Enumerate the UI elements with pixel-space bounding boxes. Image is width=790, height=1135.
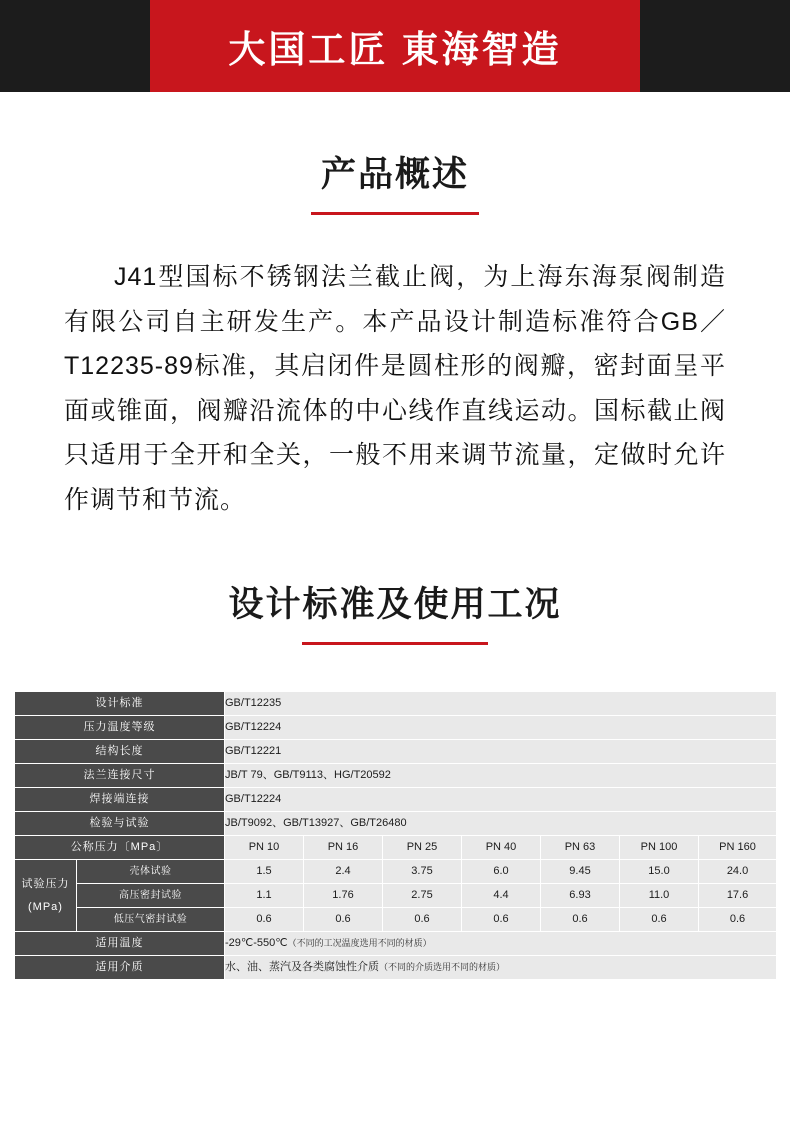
- spec-table: [14, 691, 777, 980]
- row-label-medium: 适用介质: [15, 956, 225, 980]
- row-value-structure-length: GB/T12221: [225, 740, 777, 764]
- overview-heading-rule: [311, 212, 479, 215]
- hp-seal-test-value: 1.76: [304, 884, 383, 908]
- spec-table-wrap: [14, 691, 776, 980]
- table-row-nominal-pressure: [15, 836, 777, 860]
- lp-gas-seal-test-value: 0.6: [225, 908, 304, 932]
- pn-value: PN 160: [699, 836, 777, 860]
- row-value-medium: [225, 956, 777, 980]
- table-row: [15, 716, 777, 740]
- lp-gas-seal-test-value: 0.6: [462, 908, 541, 932]
- overview-body-text: J41型国标不锈钢法兰截止阀，为上海东海泵阀制造有限公司自主研发生产。本产品设计制造标准符合GB／T12235-89标准，其启闭件是圆柱形的阀瓣，密封面呈平面或锥面，阀瓣沿流体的中心线作直线运动。国标截止阀只适用于全开和全关，一般不用来调节流量，定做时允许作调节和节流。: [64, 263, 726, 514]
- overview-heading: 产品概述: [320, 155, 469, 194]
- row-label-nominal-pressure: 公称压力〔MPa〕: [15, 836, 225, 860]
- shell-test-value: 24.0: [699, 860, 777, 884]
- pn-value: PN 16: [304, 836, 383, 860]
- table-row: [15, 692, 777, 716]
- row-label-high-pressure-seal-test: 高压密封试验: [77, 884, 225, 908]
- pn-value: PN 10: [225, 836, 304, 860]
- shell-test-value: 2.4: [304, 860, 383, 884]
- pn-value: PN 40: [462, 836, 541, 860]
- row-value-inspection-test: JB/T9092、GB/T13927、GB/T26480: [225, 812, 777, 836]
- standards-section: [0, 584, 790, 645]
- pn-value: PN 63: [541, 836, 620, 860]
- row-label-design-standard: 设计标准: [15, 692, 225, 716]
- temperature-value: -29℃-550℃: [225, 937, 288, 949]
- hp-seal-test-value: 2.75: [383, 884, 462, 908]
- shell-test-value: 9.45: [541, 860, 620, 884]
- table-row-shell-test: [15, 860, 777, 884]
- row-value-pressure-temp-class: GB/T12224: [225, 716, 777, 740]
- table-row: [15, 812, 777, 836]
- medium-note: （不同的介质选用不同的材质）: [379, 962, 506, 972]
- banner-title: 大国工匠 東海智造: [228, 29, 562, 70]
- standards-heading: 设计标准及使用工况: [228, 585, 562, 624]
- table-row-temperature: [15, 932, 777, 956]
- row-label-flange-dimensions: 法兰连接尺寸: [15, 764, 225, 788]
- row-label-shell-test: 壳体试验: [77, 860, 225, 884]
- lp-gas-seal-test-value: 0.6: [699, 908, 777, 932]
- top-banner: [0, 0, 790, 92]
- overview-heading-wrap: [24, 154, 766, 215]
- lp-gas-seal-test-value: 0.6: [383, 908, 462, 932]
- table-row: [15, 740, 777, 764]
- medium-value: 水、油、蒸汽及各类腐蚀性介质: [225, 961, 379, 973]
- row-label-pressure-temp-class: 压力温度等级: [15, 716, 225, 740]
- banner-left-block: [0, 0, 150, 92]
- shell-test-value: 15.0: [620, 860, 699, 884]
- hp-seal-test-value: 1.1: [225, 884, 304, 908]
- pn-value: PN 100: [620, 836, 699, 860]
- row-label-low-pressure-gas-seal-test: 低压气密封试验: [77, 908, 225, 932]
- table-row-medium: [15, 956, 777, 980]
- table-row: [15, 788, 777, 812]
- row-value-design-standard: GB/T12235: [225, 692, 777, 716]
- table-row-high-pressure-seal-test: [15, 884, 777, 908]
- hp-seal-test-value: 11.0: [620, 884, 699, 908]
- standards-heading-wrap: [24, 584, 766, 645]
- hp-seal-test-value: 4.4: [462, 884, 541, 908]
- row-label-inspection-test: 检验与试验: [15, 812, 225, 836]
- product-overview-section: [0, 154, 790, 522]
- lp-gas-seal-test-value: 0.6: [620, 908, 699, 932]
- table-row: [15, 764, 777, 788]
- row-value-flange-dimensions: JB/T 79、GB/T9113、HG/T20592: [225, 764, 777, 788]
- hp-seal-test-value: 17.6: [699, 884, 777, 908]
- row-label-weld-end-connection: 焊接端连接: [15, 788, 225, 812]
- hp-seal-test-value: 6.93: [541, 884, 620, 908]
- row-label-temperature: 适用温度: [15, 932, 225, 956]
- lp-gas-seal-test-value: 0.6: [541, 908, 620, 932]
- shell-test-value: 3.75: [383, 860, 462, 884]
- shell-test-value: 6.0: [462, 860, 541, 884]
- lp-gas-seal-test-value: 0.6: [304, 908, 383, 932]
- pn-value: PN 25: [383, 836, 462, 860]
- table-row-low-pressure-gas-seal-test: [15, 908, 777, 932]
- row-value-weld-end-connection: GB/T12224: [225, 788, 777, 812]
- shell-test-value: 1.5: [225, 860, 304, 884]
- row-label-test-pressure: 试验压力(MPa): [15, 860, 77, 932]
- banner-right-block: [640, 0, 790, 92]
- row-value-temperature: [225, 932, 777, 956]
- row-label-structure-length: 结构长度: [15, 740, 225, 764]
- temperature-note: （不同的工况温度选用不同的材质）: [287, 938, 432, 948]
- standards-heading-rule: [302, 642, 488, 645]
